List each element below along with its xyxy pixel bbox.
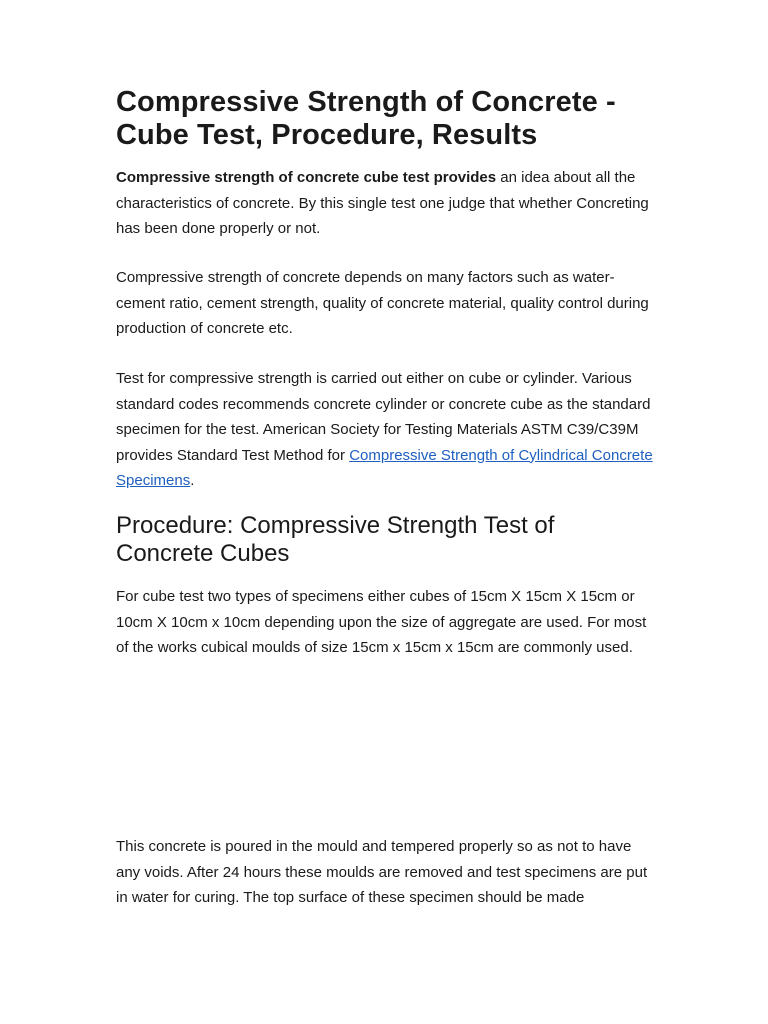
standards-paragraph <box>116 366 656 494</box>
intro-text: an idea about all the characteristics of concrete. By this single test one judge that whether Concreting has been done properly or not. <box>116 169 649 237</box>
intro-paragraph <box>116 165 656 242</box>
standards-text: Test for compressive strength is carried out either on cube or cylinder. Various standard codes recommends concrete cylinder or concrete cube as the standard specimen for the test. American Society for Testing Materials ASTM C39/C39M provides Standard Test Method for <box>116 370 651 464</box>
factors-paragraph: Compressive strength of concrete depends on many factors such as water-cement ratio, cement strength, quality of concrete material, quality control during production of concrete etc. <box>116 269 649 337</box>
curing-paragraph: This concrete is poured in the mould and tempered properly so as not to have any voids. After 24 hours these moulds are removed and test specimens are put in water for curing. The top surface of these specimen should be made <box>116 838 648 906</box>
intro-bold-text: Compressive strength of concrete cube test provides <box>116 169 497 186</box>
procedure-heading: Procedure: Compressive Strength Test of Concrete Cubes <box>116 512 555 567</box>
specimen-paragraph: For cube test two types of specimens either cubes of 15cm X 15cm X 15cm or 10cm X 10cm x 10cm depending upon the size of aggregate are used. For most of the works cubical moulds of size 15cm x 15cm x 15cm are commonly used. <box>116 588 647 656</box>
article-title: Compressive Strength of Concrete - Cube Test, Procedure, Results <box>116 86 616 151</box>
standards-end: . <box>190 472 195 489</box>
astm-standard-link[interactable]: Compressive Strength of Cylindrical Concrete Specimens <box>116 446 653 489</box>
